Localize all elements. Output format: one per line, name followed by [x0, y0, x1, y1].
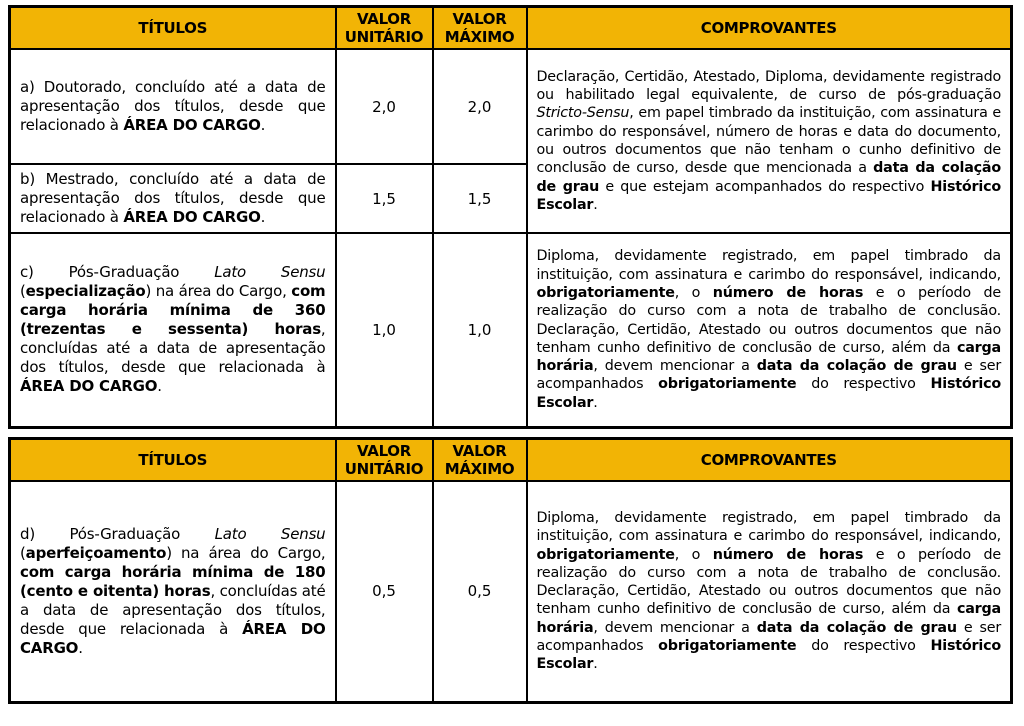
comprovantes-cell-d: Diploma, devidamente registrado, em papel timbrado da instituição, com assinatura e carimbo do responsável, indicando, obrigatoriamente, o número de horas e o período de realização do curso com a nota de trabalho de conclusão. Declaração, Certidão, Atestado ou outros documentos que não tenham cunho definitivo de conclusão de curso, além da carga horária, devem mencionar a data da colação de grau e ser acompanhados obrigatoriamente do respectivo Histórico Escolar. — [527, 481, 1012, 702]
valor-unitario-d: 0,5 — [336, 481, 433, 702]
table-row-d — [10, 481, 1012, 702]
valor-unitario-b: 1,5 — [336, 164, 433, 233]
titles-scoring-table-1 — [8, 5, 1013, 429]
header-cell-valor-maximo-1: VALOR MÁXIMO — [433, 7, 527, 50]
header-cell-valor-maximo-2: VALOR MÁXIMO — [433, 439, 527, 482]
comprovantes-cell-ab: Declaração, Certidão, Atestado, Diploma, devidamente registrado ou habilitado legal equivalente, de curso de pós-graduação Stricto-Sensu, em papel timbrado da instituição, com assinatura e carimbo do responsável, número de horas e data do documento, ou outros documentos que não tenham o cunho definitivo de conclusão de curso, desde que mencionada a data da colação de grau e que estejam acompanhados do respectivo Histórico Escolar. — [527, 49, 1012, 233]
valor-maximo-b: 1,5 — [433, 164, 527, 233]
valor-maximo-c: 1,0 — [433, 233, 527, 427]
header-cell-titulos-2: TÍTULOS — [10, 439, 336, 482]
table-2-header-row — [10, 439, 1012, 482]
header-cell-comprovantes-1: COMPROVANTES — [527, 7, 1012, 50]
header-cell-valor-unitario-2: VALOR UNITÁRIO — [336, 439, 433, 482]
header-cell-titulos-1: TÍTULOS — [10, 7, 336, 50]
valor-maximo-a: 2,0 — [433, 49, 527, 164]
titulo-cell-c: c) Pós-Graduação Lato Sensu (especialização) na área do Cargo, com carga horária mínima de 360 (trezentas e sessenta) horas, concluídas até a data de apresentação dos títulos, desde que relacionada à ÁREA DO CARGO. — [10, 233, 336, 427]
titulo-cell-a: a) Doutorado, concluído até a data de apresentação dos títulos, desde que relacionado à ÁREA DO CARGO. — [10, 49, 336, 164]
titulo-cell-b: b) Mestrado, concluído até a data de apresentação dos títulos, desde que relacionado à ÁREA DO CARGO. — [10, 164, 336, 233]
table-row-c — [10, 233, 1012, 427]
titulo-cell-d: d) Pós-Graduação Lato Sensu (aperfeiçoamento) na área do Cargo, com carga horária mínima de 180 (cento e oitenta) horas, concluídas até a data de apresentação dos títulos, desde que relacionada à ÁREA DO CARGO. — [10, 481, 336, 702]
header-cell-comprovantes-2: COMPROVANTES — [527, 439, 1012, 482]
header-cell-valor-unitario-1: VALOR UNITÁRIO — [336, 7, 433, 50]
valor-unitario-c: 1,0 — [336, 233, 433, 427]
valor-maximo-d: 0,5 — [433, 481, 527, 702]
table-row-a — [10, 49, 1012, 164]
valor-unitario-a: 2,0 — [336, 49, 433, 164]
comprovantes-cell-c: Diploma, devidamente registrado, em papel timbrado da instituição, com assinatura e carimbo do responsável, indicando, obrigatoriamente, o número de horas e o período de realização do curso com a nota de trabalho de conclusão. Declaração, Certidão, Atestado ou outros documentos que não tenham cunho definitivo de conclusão de curso, além da carga horária, devem mencionar a data da colação de grau e ser acompanhados obrigatoriamente do respectivo Histórico Escolar. — [527, 233, 1012, 427]
table-1-header-row — [10, 7, 1012, 50]
titles-scoring-table-2 — [8, 437, 1013, 704]
